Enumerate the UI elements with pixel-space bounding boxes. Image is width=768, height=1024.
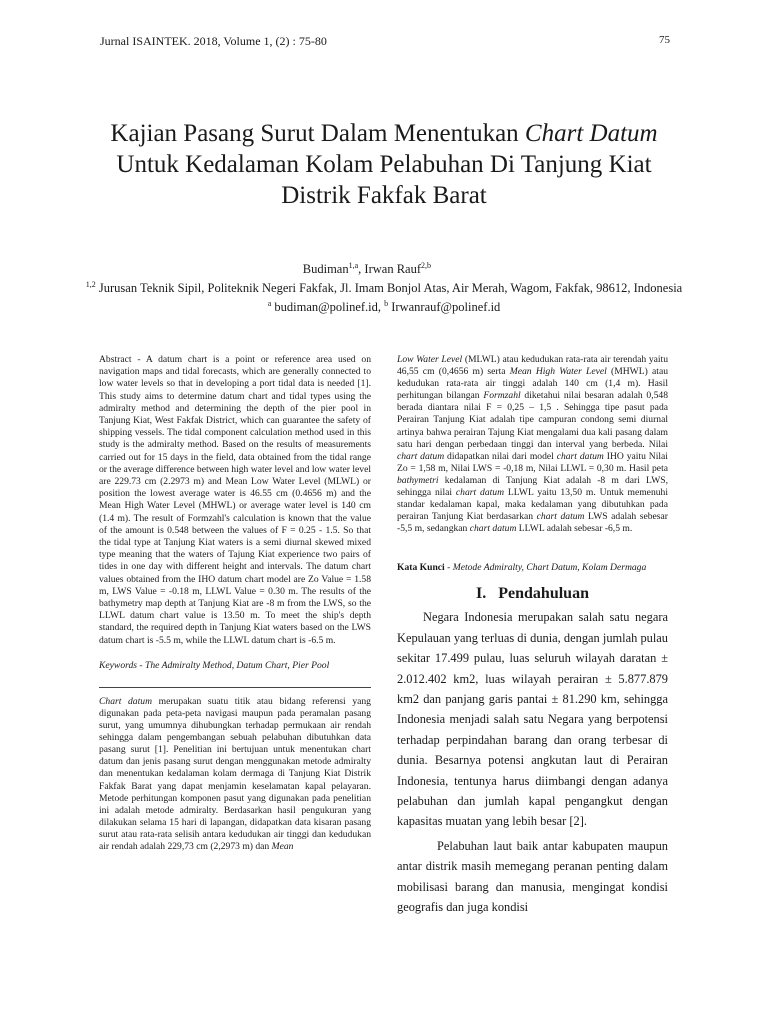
title-line-1 <box>70 118 698 149</box>
abstrak-r-i5: chart datum <box>556 450 604 462</box>
abstrak-lead-term: Chart datum <box>99 695 152 707</box>
kata-kunci-terms: Metode Admiralty, Chart Datum, Kolam Dermaga <box>452 562 647 574</box>
author-2-sup: 2,b <box>421 261 431 270</box>
abstrak-r-i3: Formzahl <box>483 390 521 402</box>
author-names <box>60 258 708 277</box>
author-2: , Irwan Rauf <box>358 262 421 277</box>
abstrak-tail-term: Mean <box>271 841 294 852</box>
right-column <box>397 354 668 918</box>
paper-title <box>70 118 698 211</box>
left-column <box>99 354 371 853</box>
kata-kunci-label: Kata Kunci <box>397 562 445 574</box>
body-paragraph-2: Pelabuhan laut baik antar kabupaten maupun antar distrik masih memegang peranan penting dalam mobilisasi barang dan manusia, mengingat kondisi geografis dan juga kondisi <box>397 838 668 915</box>
abstrak-r-t6: kedalaman di Tanjung Kiat adalah -8 m dari LWS, sehingga nilai <box>397 474 668 499</box>
abstrak-r-t1: (MLWL) atau kedudukan rata-rata air terendah yaitu 46,55 cm (0,4656 m) serta <box>397 354 669 378</box>
title-line-3: Distrik Fakfak Barat <box>281 182 487 209</box>
abstract-english: Abstract - A datum chart is a point or reference area used on navigation maps and tidal forecasts, which are generally connected to low water levels so that in developing a port tidal data is needed [1]. This study aims to determine datum chart and tidal types using the admiralty method and determining the depth of the pier pool in Tanjung Kiat, West Fakfak District, which can guarantee the safety of shipping vessels. The tidal component calculation method used in this study is the admiralty method. Based on the results of measurements carried out for 15 days in the field, data obtained from the tidal range or the average difference between high water level and low water level are 229.73 cm (2.2973 m) and Mean Low Water Level (MLWL) or position the lowest average water is 46.55 cm (0.4656 m) and the Mean High Water Level (MHWL) or average water level is 140 cm (1.4 m). The result of Formzahl's calculation is known that the value of the amount is 0.548 between the values of F = 0.25 - 1.5. So that the tidal type at Tanjung Kiat waters is a semi diurnal skewed mixed type meaning that the waters of Tajung Kiat experience two pairs of tides in one day with different height and intervals. The datum chart values obtained from the IHO datum chart model are Zo Value = 1.58 m, LWS Value = -0.18 m, LLWL Value = 0.30 m. The results of the bathymetry map depth at Tanjung Kiat are -8 m from the LWS, so the LLWL datum chart value is 13.50 m. To meet the ship's depth standard, the required depth in Tanjung Kiat waters based on the LWS datum chart is -5.5 m, while the LLWL datum chart is -6.5 m. <box>99 354 371 646</box>
title-part-1: Kajian Pasang Surut Dalam Menentukan <box>110 120 519 147</box>
affiliation-text: Jurusan Teknik Sipil, Politeknik Negeri Fakfak, Jl. Imam Bonjol Atas, Air Merah, Wagom, Fakfak, 98612, Indonesia <box>95 281 683 296</box>
abstrak-r-i4: chart datum <box>397 450 445 462</box>
body-paragraph-1: Negara Indonesia merupakan salah satu negara Kepulauan yang terluas di dunia, dengan jumlah pulau sekitar 17.499 pulau, luas seluruh wilayah daratan ± 2.012.402 km2, luas wilayah perairan ± 5.877.879 km2 dan panjang garis pantai ± 81.290 km, sehingga Indonesia menjadi salah satu Negara yang berpotensi terhadap perpindahan barang dan orang terbesar di dunia. Besarnya potensi angkutan laut di Perairan Indonesia, tentunya harus diimbangi dengan adanya pelabuhan dan jumlah kapal pengangkut dengan kapasitas muatan yang lebih besar [2]. <box>397 610 668 829</box>
email-b: Irwanrauf@polinef.id <box>388 300 501 315</box>
affiliation <box>60 277 708 296</box>
abstrak-r-t5: IHO yaitu Nilai Zo = 1,58 m, Nilai LWS = -0,18 m, Nilai LLWL = 0,30 m. Hasil peta <box>397 450 668 474</box>
abstrak-r-t8: LWS adalah sebesar -5,5 m, sedangkan <box>397 511 668 535</box>
email-b-sup: b <box>384 299 389 309</box>
abstrak-r-i8: chart datum <box>536 511 585 523</box>
abstrak-r-i2: Mean High Water Level <box>509 366 607 378</box>
title-italic-term: Chart Datum <box>524 120 658 147</box>
author-1: Budiman <box>302 262 349 277</box>
kata-kunci-dash: - <box>444 562 453 574</box>
abstrak-r-t4: didapatkan nilai dari model <box>444 450 557 462</box>
page-number: 75 <box>659 34 670 46</box>
abstrak-r-t9: LLWL adalah sebesar -6,5 m. <box>516 523 633 535</box>
abstrak-r-t3: diketahui nilai besaran adalah 0,548 berada diantara nilai F = 0,25 – 1,5 . Sehingga tipe pasut pada Perairan Tanjung Kiat adalah tipe campuran condong semi diurnal artinya bahwa perairan Tajung Kiat mengalami dua kali pasang dalam satu hari dengan perbedaan tinggi dan interval yang berbeda. Nilai <box>397 390 669 450</box>
journal-citation: Jurnal ISAINTEK. 2018, Volume 1, (2) : 75-80 <box>100 34 327 48</box>
author-block <box>60 258 708 315</box>
abstrak-r-t7: LLWL yaitu 13,50 m. Untuk memenuhi standar kedalaman kapal, maka kedalaman yang dibutuhkan pada perairan Tanjung Kiat berdasarkan <box>397 487 669 523</box>
section-number: I. <box>476 585 487 603</box>
keywords-english: Keywords - The Admiralty Method, Datum Chart, Pier Pool <box>99 659 330 671</box>
abstrak-r-i1: Low Water Level <box>397 354 463 365</box>
author-1-sup: 1,a <box>348 261 359 270</box>
keywords-indonesian <box>397 562 668 574</box>
section-heading <box>397 585 668 603</box>
abstrak-r-t2: (MHWL) atau kedudukan rata-rata air tinggi adalah 140 cm (1,4 m). Hasil perhitungan bilangan <box>397 366 668 402</box>
abstract-divider <box>99 687 371 688</box>
abstrak-r-i6: bathymetri <box>397 474 439 486</box>
email-a-sup: a <box>267 299 272 309</box>
abstrak-r-i9: chart datum <box>469 523 517 535</box>
abstract-indonesian-left <box>99 696 371 853</box>
email-a: budiman@polinef.id, <box>271 300 385 315</box>
emails <box>60 296 708 315</box>
abstrak-r-i7: chart datum <box>455 487 505 499</box>
affiliation-sup: 1,2 <box>85 280 96 290</box>
section-title: Pendahuluan <box>498 585 589 603</box>
abstract-indonesian-right <box>397 354 668 535</box>
title-line-2: Untuk Kedalaman Kolam Pelabuhan Di Tanjung Kiat <box>116 151 652 178</box>
abstrak-text-1: merupakan suatu titik atau bidang referensi yang digunakan pada peta-peta navigasi maupun pada peramalan pasang surut, yang umumnya dihubungkan terhadap permukaan air rendah sehingga dalam pengembangan sebuah pelabuhan dibutuhkan data pasang surut [1]. Penelitian ini bertujuan untuk menentukan chart datum dan jenis pasang surut dengan menggunakan metode admiralty dan menentukan kedalaman kolam dermaga di Tanjung Kiat Distrik Fakfak Barat yang dapat menjamin keselamatan kapal pelayaran. Metode perhitungan komponen pasut yang digunakan pada penelitian ini adalah metode admiralty. Berdasarkan hasil pengukuran yang dilakukan selama 15 hari di lapangan, didapatkan data kisaran pasang surut atau rata-rata selisih antara kedudukan air tinggi dan kedudukan air rendah adalah 229,73 cm (2,2973 m) dan <box>99 695 371 852</box>
